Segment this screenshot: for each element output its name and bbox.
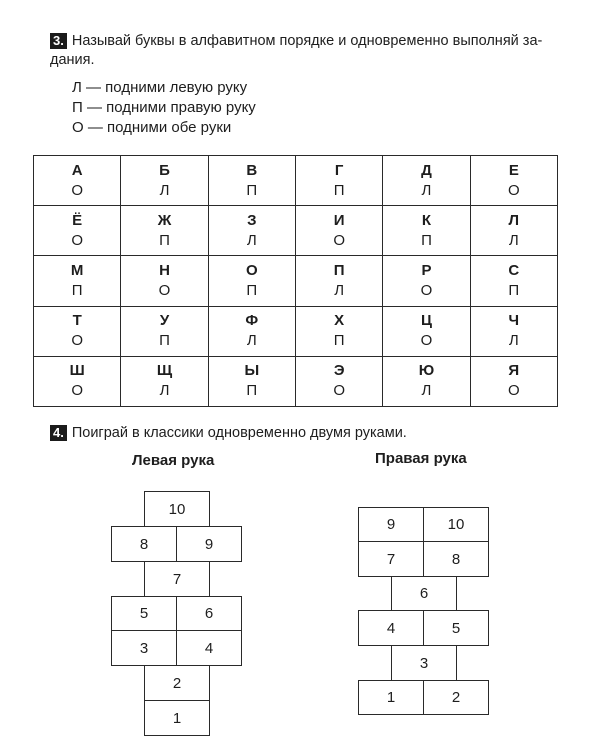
letter-cell <box>121 206 208 256</box>
right-cell: 9 <box>358 507 424 542</box>
hand-mark: П <box>333 332 345 350</box>
letter: Е <box>508 161 519 179</box>
letters-row <box>34 306 558 356</box>
left-cell: 5 <box>111 596 177 631</box>
letter: Ч <box>508 312 520 330</box>
letter: Ш <box>69 362 85 380</box>
hand-mark: О <box>71 382 83 400</box>
letter-cell <box>34 306 121 356</box>
left-cell: 1 <box>144 700 210 736</box>
legend <box>50 78 570 138</box>
right-cell: 10 <box>423 507 489 542</box>
left-cell: 3 <box>111 630 177 666</box>
letter-cell <box>383 156 470 206</box>
hand-mark: О <box>420 332 433 350</box>
letter-cell <box>383 306 470 356</box>
task-4-number: 4. <box>50 425 67 441</box>
letter-cell <box>383 256 470 306</box>
letter-cell <box>208 206 295 256</box>
task-3-title <box>50 32 570 70</box>
letter: И <box>333 211 345 229</box>
hand-mark: П <box>508 281 520 299</box>
letter: Ы <box>244 362 260 380</box>
hand-mark: Л <box>159 382 170 400</box>
hand-mark: П <box>421 231 432 249</box>
left-cell: 9 <box>176 526 242 562</box>
letter-cell <box>295 206 382 256</box>
letter: Ж <box>157 211 172 229</box>
letter: П <box>333 261 345 279</box>
letter-cell <box>208 156 295 206</box>
hand-mark: Л <box>246 332 257 350</box>
hand-mark: П <box>246 281 258 299</box>
letters-row <box>34 256 558 306</box>
letter: А <box>71 161 83 179</box>
letter: Т <box>72 312 82 330</box>
hand-mark: О <box>333 231 345 249</box>
hand-mark: Л <box>421 382 432 400</box>
letter-cell <box>34 156 121 206</box>
hand-mark: Л <box>334 281 345 299</box>
task-4-title-text: Поиграй в классики одновременно двумя руками. <box>71 425 407 441</box>
hand-mark: Л <box>508 332 519 350</box>
letters-row <box>34 356 558 406</box>
hand-mark: П <box>159 231 170 249</box>
letter-cell <box>121 306 208 356</box>
letter: В <box>246 161 258 179</box>
letter-cell <box>383 206 470 256</box>
legend-right: П — подними правую руку <box>72 99 256 116</box>
right-cell: 3 <box>391 645 457 681</box>
hand-mark: П <box>159 332 170 350</box>
hand-mark: О <box>507 181 520 199</box>
letter: Л <box>508 211 520 229</box>
task-3 <box>50 32 570 138</box>
left-cell: 6 <box>176 596 242 631</box>
hand-mark: П <box>246 382 258 400</box>
letters-row <box>34 206 558 256</box>
letter-cell <box>295 306 382 356</box>
letter: К <box>421 211 432 229</box>
hand-mark: О <box>71 231 83 249</box>
letters-row <box>34 156 558 206</box>
letter: З <box>247 211 257 229</box>
left-cell: 7 <box>144 561 210 597</box>
task-4-title <box>50 424 570 443</box>
right-hand-label: Правая рука <box>375 450 467 467</box>
letter: С <box>508 261 520 279</box>
letter-cell <box>121 256 208 306</box>
letter: Щ <box>156 362 173 380</box>
letters-table <box>33 155 558 407</box>
task-3-title-cont: дания. <box>50 52 95 68</box>
letter-cell <box>295 156 382 206</box>
letter-cell <box>121 156 208 206</box>
left-cell: 4 <box>176 630 242 666</box>
letter: Я <box>508 362 520 380</box>
letter-cell <box>34 356 121 406</box>
letter-cell <box>208 306 295 356</box>
letter: Р <box>421 261 432 279</box>
letter-cell <box>470 356 557 406</box>
letter-cell <box>470 306 557 356</box>
right-cell: 2 <box>423 680 489 715</box>
right-cell: 7 <box>358 541 424 577</box>
letter: Д <box>421 161 432 179</box>
legend-both: О — подними обе руки <box>72 119 232 136</box>
left-cell: 10 <box>144 491 210 527</box>
right-cell: 5 <box>423 610 489 646</box>
hand-mark: Л <box>246 231 257 249</box>
letter-cell <box>470 256 557 306</box>
hand-mark: П <box>333 181 345 199</box>
hand-mark: П <box>246 181 258 199</box>
letter: Н <box>159 261 170 279</box>
right-cell: 6 <box>391 576 457 611</box>
hand-mark: О <box>420 281 433 299</box>
hand-mark: О <box>507 382 520 400</box>
letter: Ю <box>418 362 435 380</box>
letter-cell <box>34 206 121 256</box>
left-hand-label: Левая рука <box>132 452 215 469</box>
right-cell: 1 <box>358 680 424 715</box>
hand-mark: П <box>71 281 83 299</box>
letter: У <box>159 312 170 330</box>
right-cell: 4 <box>358 610 424 646</box>
right-cell: 8 <box>423 541 489 577</box>
letter-cell <box>208 356 295 406</box>
letter-cell <box>383 356 470 406</box>
hand-mark: Л <box>421 181 432 199</box>
letter: Г <box>334 161 344 179</box>
letter: О <box>245 261 258 279</box>
hand-mark: О <box>158 281 171 299</box>
hand-mark: О <box>71 332 83 350</box>
letter-cell <box>295 256 382 306</box>
left-cell: 8 <box>111 526 177 562</box>
hand-mark: Л <box>508 231 519 249</box>
task-3-title-text: Называй буквы в алфавитном порядке и одновременно выполняй за- <box>71 33 543 49</box>
letter: Х <box>334 312 345 330</box>
letter-cell <box>208 256 295 306</box>
hand-mark: Л <box>159 181 170 199</box>
letter: Э <box>333 362 345 380</box>
letter: Б <box>159 161 170 179</box>
letter-cell <box>295 356 382 406</box>
letter: М <box>70 261 84 279</box>
letter: Ф <box>245 312 259 330</box>
left-cell: 2 <box>144 665 210 701</box>
legend-left: Л — подними левую руку <box>72 79 248 96</box>
hand-mark: О <box>71 181 83 199</box>
letter-cell <box>121 356 208 406</box>
letter: Ц <box>420 312 432 330</box>
hand-mark: О <box>333 382 345 400</box>
letter-cell <box>470 206 557 256</box>
letter: Ё <box>72 211 83 229</box>
letter-cell <box>34 256 121 306</box>
task-3-number: 3. <box>50 33 67 49</box>
letter-cell <box>470 156 557 206</box>
